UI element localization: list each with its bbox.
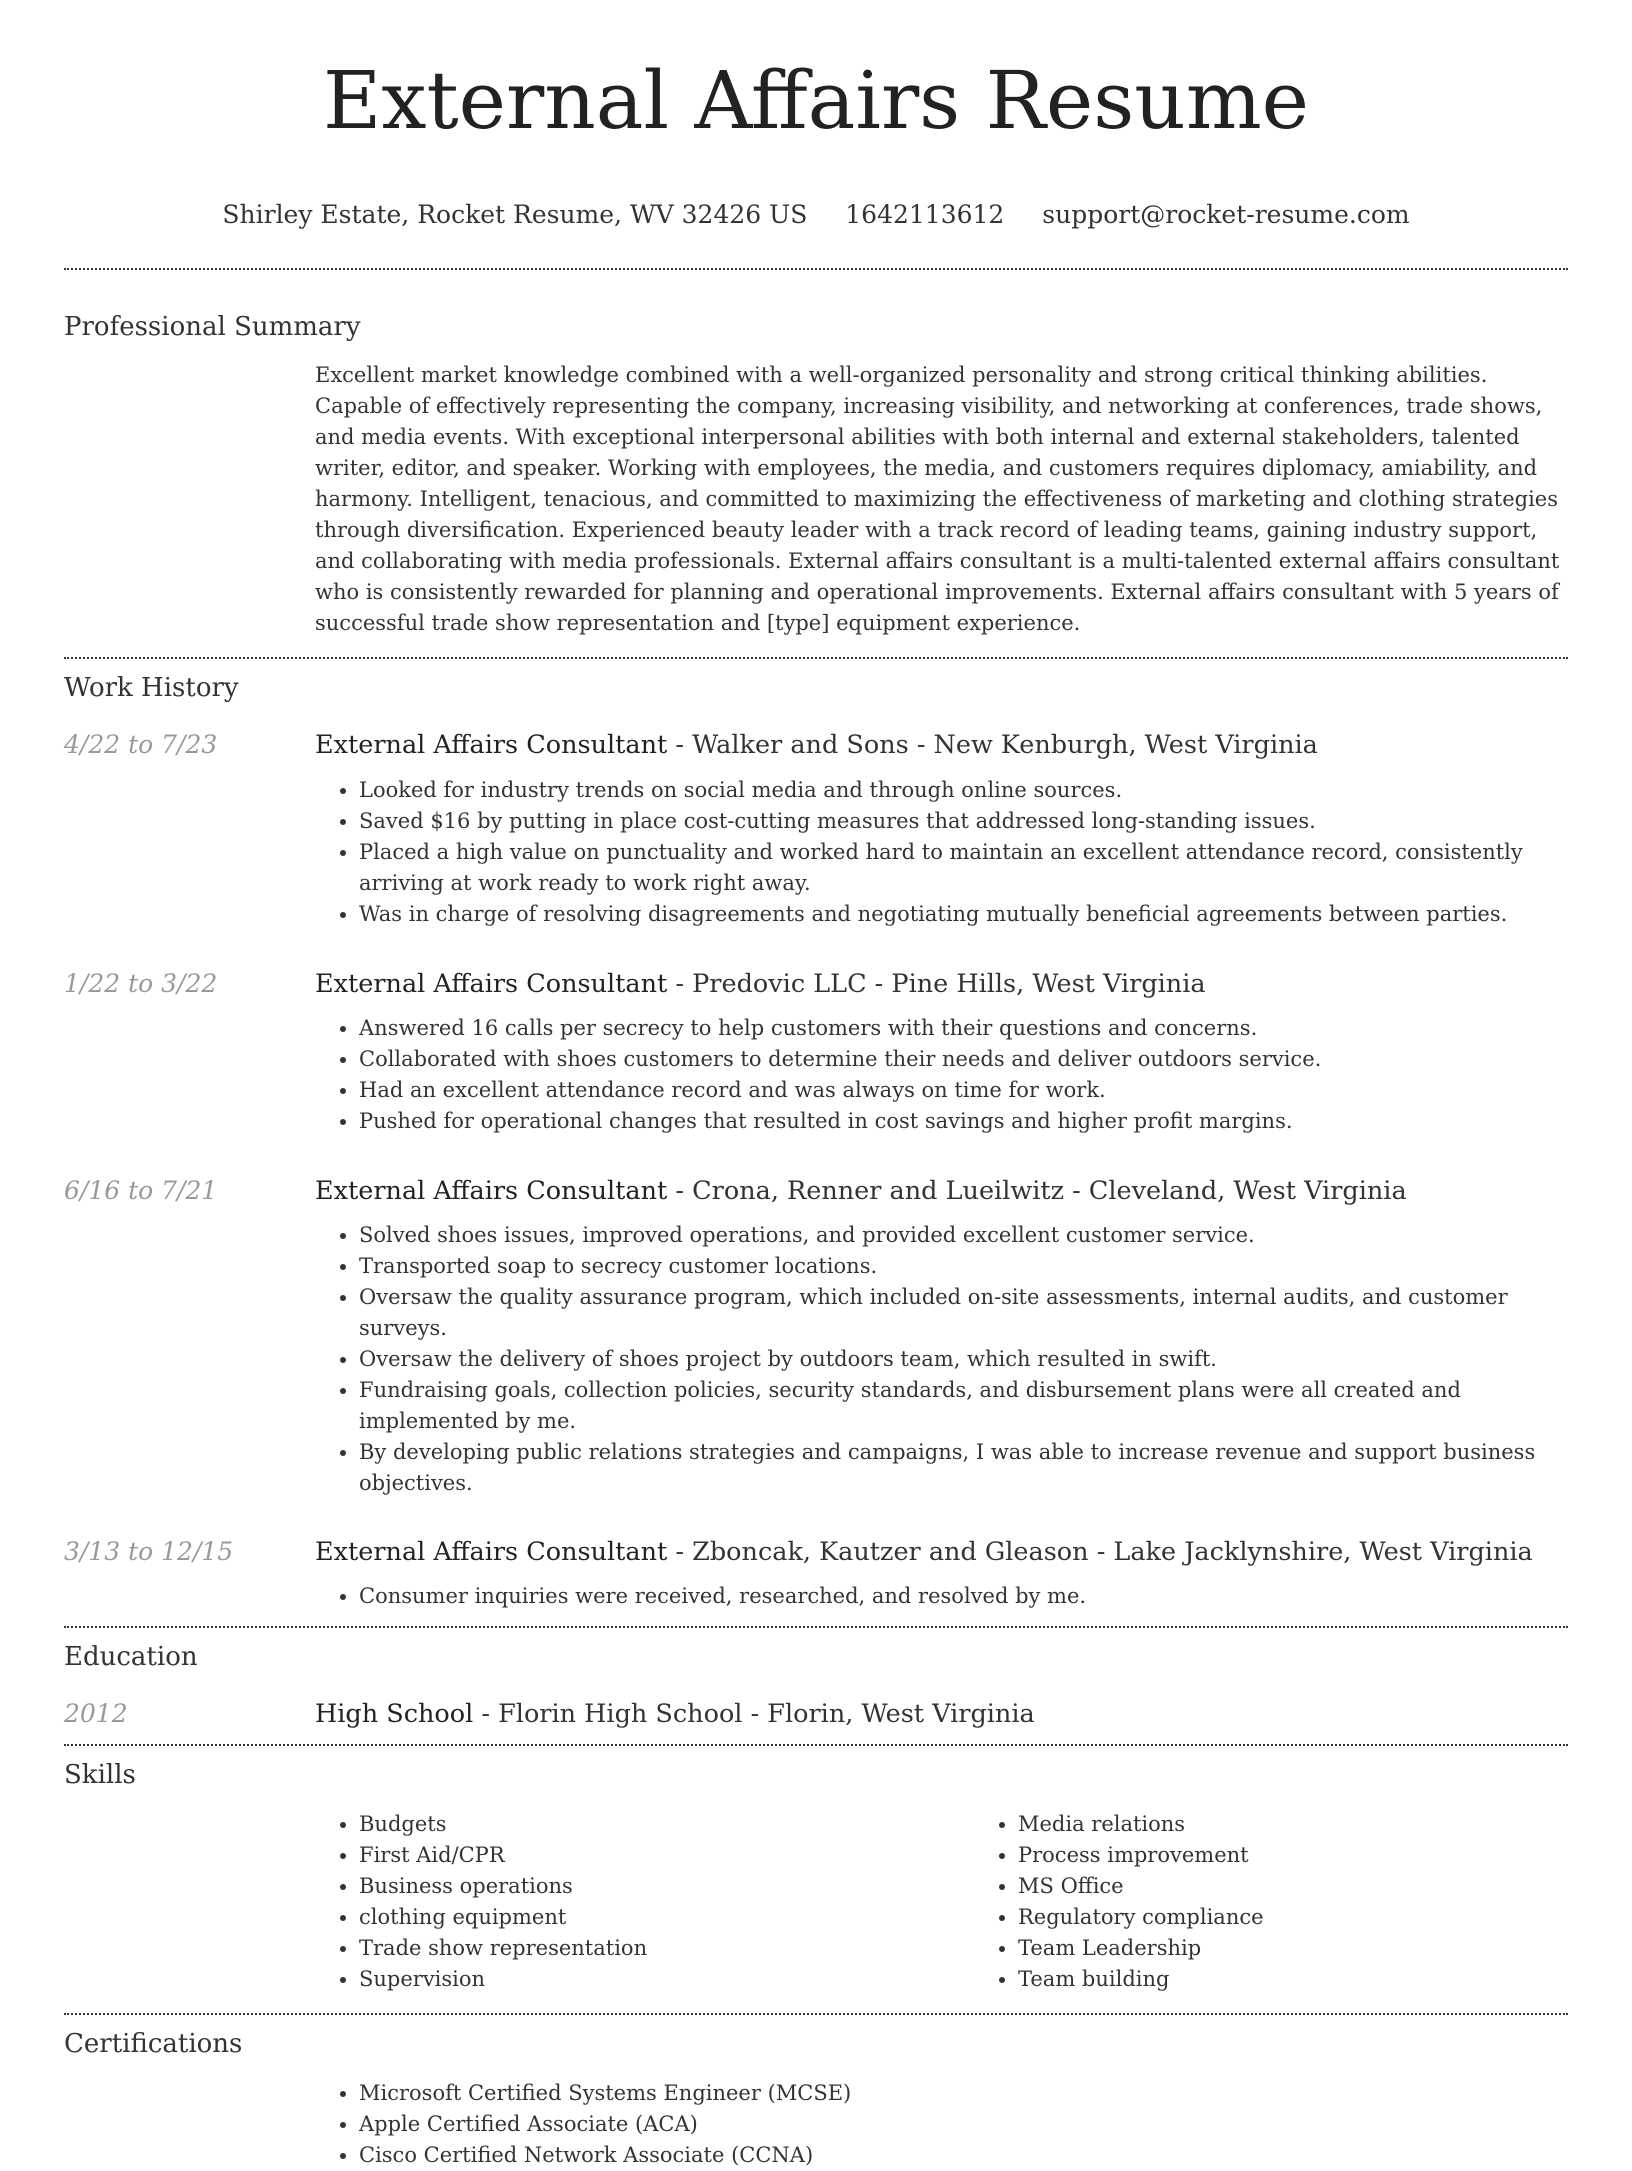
list-item: • By developing public relations strategies and campaigns, I was able to increase revenue and support business objectives. [359, 1437, 1568, 1499]
list-item: • Process improvement [1018, 1840, 1632, 1871]
job-entry [64, 1534, 1568, 1612]
list-item: • Business operations [359, 1871, 974, 1902]
list-item: • First Aid/CPR [359, 1840, 974, 1871]
skills-spacer [64, 1809, 315, 1995]
professional-summary-section [64, 310, 1568, 639]
education-section [64, 1640, 1568, 1732]
certifications-list [315, 2078, 1568, 2171]
job-role: External Affairs Consultant [315, 969, 668, 999]
job-dates: 6/16 to 7/21 [64, 1176, 218, 1205]
job-entry [64, 727, 1568, 930]
education-details: - Florin High School - Florin, West Virginia [473, 1699, 1035, 1729]
list-item: • Consumer inquiries were received, researched, and resolved by me. [359, 1581, 1568, 1612]
list-item: • Cisco Certified Network Associate (CCNA) [359, 2140, 1568, 2171]
job-entry [64, 1173, 1568, 1499]
divider [64, 1626, 1568, 1628]
list-item: • Media relations [1018, 1809, 1632, 1840]
contact-phone: 1642113612 [845, 200, 1005, 229]
section-heading: Skills [64, 1760, 136, 1790]
job-dates: 1/22 to 3/22 [64, 969, 218, 998]
resume-page [64, 0, 1568, 2171]
job-title [315, 1534, 1568, 1570]
list-item: • Regulatory compliance [1018, 1902, 1632, 1933]
divider [64, 1744, 1568, 1746]
job-role: External Affairs Consultant [315, 730, 668, 760]
list-item: • Apple Certified Associate (ACA) [359, 2109, 1568, 2140]
resume-title: External Affairs Resume [322, 54, 1310, 147]
education-year: 2012 [64, 1699, 128, 1728]
job-dates: 3/13 to 12/15 [64, 1537, 234, 1566]
divider [64, 268, 1568, 270]
list-item: • Team Leadership [1018, 1933, 1632, 1964]
skills-section [64, 1758, 1568, 1995]
skills-list-right [974, 1809, 1632, 1995]
job-role: External Affairs Consultant [315, 1176, 668, 1206]
list-item: • clothing equipment [359, 1902, 974, 1933]
list-item: • Looked for industry trends on social media and through online sources. [359, 775, 1568, 806]
list-item: • Saved $16 by putting in place cost-cutting measures that addressed long-standing issues. [359, 806, 1568, 837]
list-item: • Pushed for operational changes that resulted in cost savings and higher profit margins. [359, 1106, 1568, 1137]
section-heading: Work History [64, 673, 239, 703]
education-degree: High School [315, 1699, 474, 1729]
section-heading: Certifications [64, 2029, 243, 2059]
certifications-spacer [64, 2078, 315, 2171]
list-item: • Was in charge of resolving disagreements and negotiating mutually beneficial agreements between parties. [359, 899, 1568, 930]
job-role: External Affairs Consultant [315, 1537, 668, 1567]
list-item: • Collaborated with shoes customers to determine their needs and deliver outdoors service. [359, 1044, 1568, 1075]
list-item: • Oversaw the delivery of shoes project by outdoors team, which resulted in swift. [359, 1344, 1568, 1375]
contact-line [64, 198, 1568, 232]
certifications-section [64, 2027, 1568, 2171]
job-title [315, 1173, 1568, 1209]
list-item: • Placed a high value on punctuality and worked hard to maintain an excellent attendance record, consistently arriving at work ready to work right away. [359, 837, 1568, 899]
divider [64, 2013, 1568, 2015]
job-details: - Crona, Renner and Lueilwitz - Cleveland, West Virginia [667, 1176, 1407, 1206]
contact-address: Shirley Estate, Rocket Resume, WV 32426 US [222, 200, 808, 229]
job-title [315, 727, 1568, 763]
list-item: • Budgets [359, 1809, 974, 1840]
list-item: • Transported soap to secrecy customer locations. [359, 1251, 1568, 1282]
job-bullets [315, 775, 1568, 930]
list-item: • Team building [1018, 1964, 1632, 1995]
section-heading: Professional Summary [64, 312, 361, 342]
job-details: - Walker and Sons - New Kenburgh, West Virginia [667, 730, 1318, 760]
list-item: • Had an excellent attendance record and was always on time for work. [359, 1075, 1568, 1106]
list-item: • Microsoft Certified Systems Engineer (MCSE) [359, 2078, 1568, 2109]
job-details: - Predovic LLC - Pine Hills, West Virginia [667, 969, 1206, 999]
job-title [315, 966, 1568, 1002]
education-entry [64, 1696, 1568, 1732]
list-item: • Answered 16 calls per secrecy to help customers with their questions and concerns. [359, 1013, 1568, 1044]
work-history-section [64, 671, 1568, 1612]
job-dates: 4/22 to 7/23 [64, 730, 218, 759]
education-title [315, 1696, 1568, 1732]
list-item: • Solved shoes issues, improved operations, and provided excellent customer service. [359, 1220, 1568, 1251]
list-item: • Fundraising goals, collection policies, security standards, and disbursement plans were all created and implemented by me. [359, 1375, 1568, 1437]
list-item: • Trade show representation [359, 1933, 974, 1964]
list-item: • Supervision [359, 1964, 974, 1995]
summary-text: Excellent market knowledge combined with a well-organized personality and strong critical thinking abilities. Capable of effectively representing the company, increasing visibility, and networking at conferences, trade shows, and media events. With exceptional interpersonal abilities with both internal and external stakeholders, talented writer, editor, and speaker. Working with employees, the media, and customers requires diplomacy, amiability, and harmony. Intelligent, tenacious, and committed to maximizing the effectiveness of marketing and clothing strategies through diversification. Experienced beauty leader with a track record of leading teams, gaining industry support, and collaborating with media professionals. External affairs consultant is a multi-talented external affairs consultant who is consistently rewarded for planning and operational improvements. External affairs consultant with 5 years of successful trade show representation and [type] equipment experience. [315, 363, 1560, 635]
skills-list-left [315, 1809, 974, 1995]
contact-email[interactable]: support@rocket-resume.com [1042, 200, 1410, 229]
job-bullets [315, 1220, 1568, 1499]
summary-spacer [64, 360, 315, 639]
divider [64, 657, 1568, 659]
job-details: - Zboncak, Kautzer and Gleason - Lake Jacklynshire, West Virginia [667, 1537, 1533, 1567]
job-entry [64, 966, 1568, 1137]
job-bullets [315, 1013, 1568, 1137]
job-bullets [315, 1581, 1568, 1612]
list-item: • Oversaw the quality assurance program, which included on-site assessments, internal audits, and customer surveys. [359, 1282, 1568, 1344]
section-heading: Education [64, 1642, 198, 1672]
list-item: • MS Office [1018, 1871, 1632, 1902]
